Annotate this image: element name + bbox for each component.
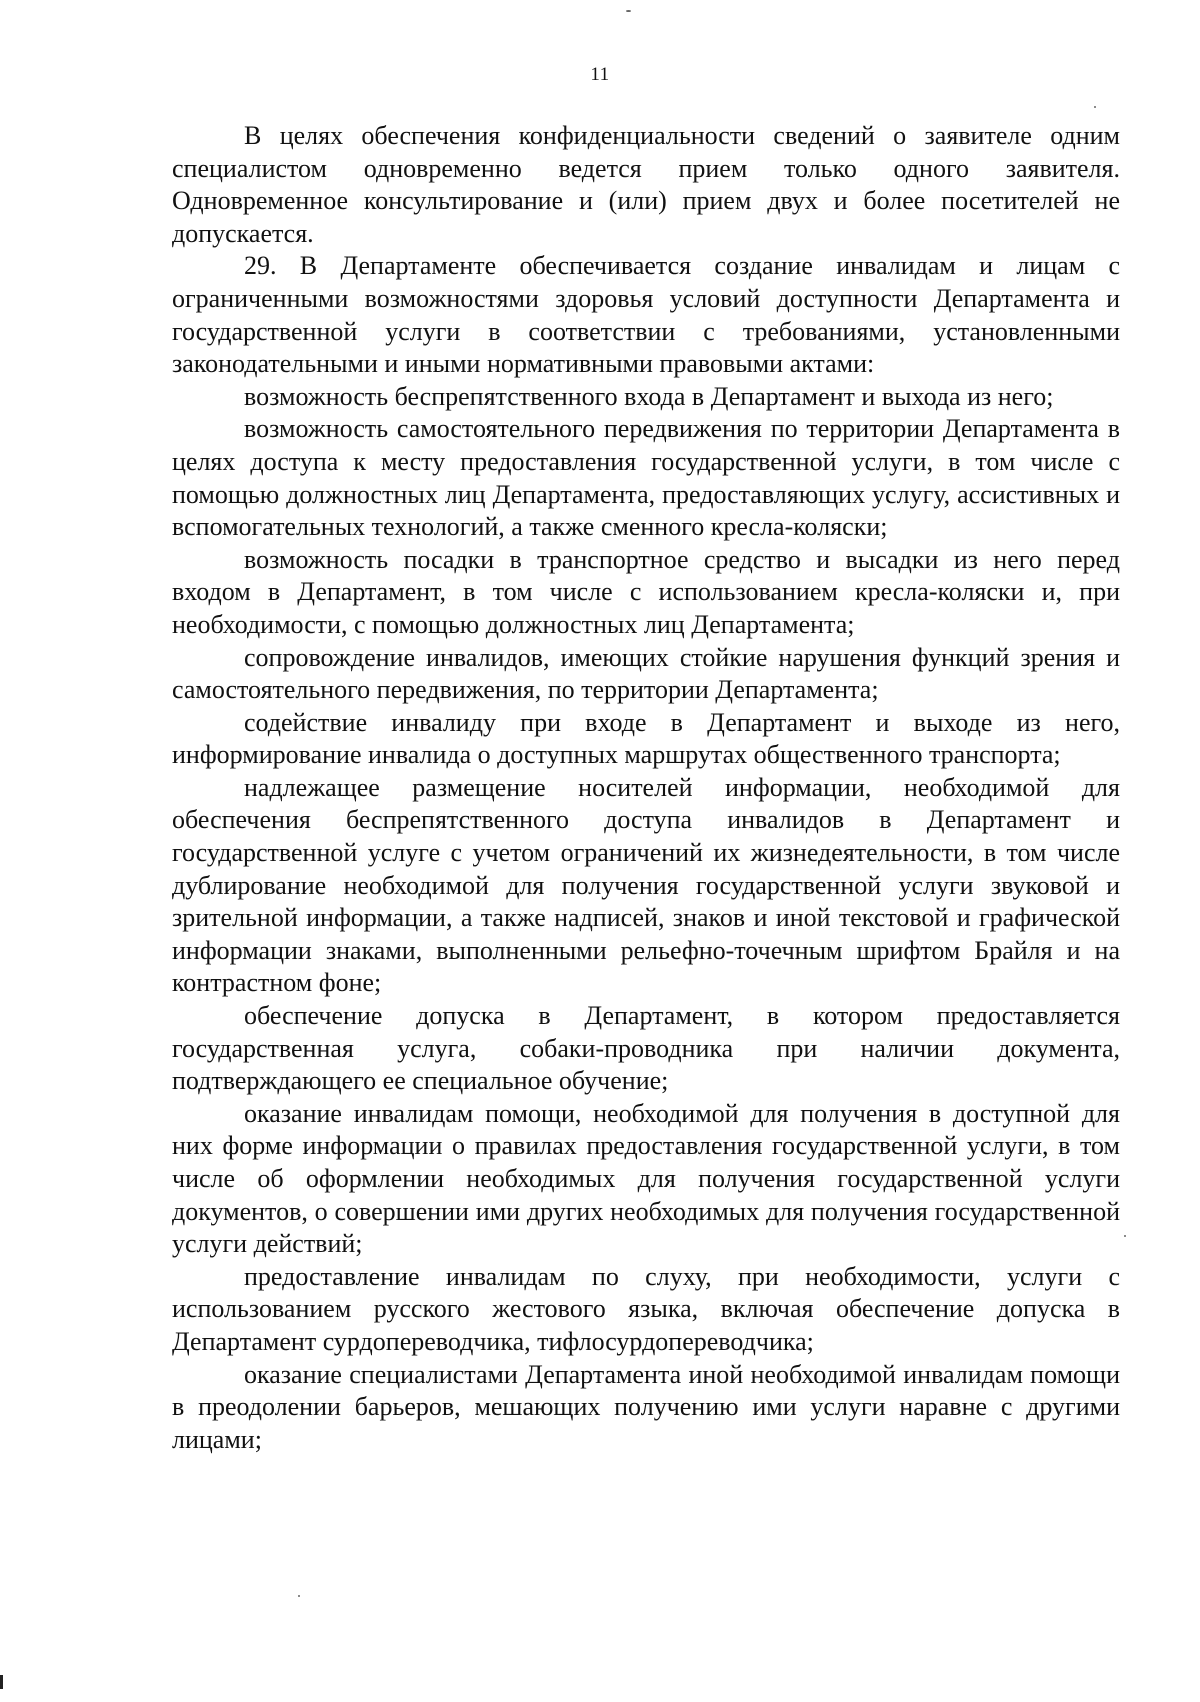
page-number: 11 xyxy=(590,64,610,85)
list-item-escort: сопровождение инвалидов, имеющих стойкие нарушения функций зрения и самостоятельного передвижения, по территории Департамента; xyxy=(172,642,1120,705)
list-item-transport-boarding: возможность посадки в транспортное средство и высадки из него перед входом в Департамент, в том числе с использованием кресла-коляски и, при необходимости, с помощью должностных лиц Департамента; xyxy=(172,544,1120,639)
paragraph-confidentiality: В целях обеспечения конфиденциальности сведений о заявителе одним специалистом одновременно ведется прием только одного заявителя. Одновременное консультирование и (или) прием двух и более посетителей не допускается. xyxy=(172,121,1120,248)
scan-speck xyxy=(298,1595,300,1597)
scan-speck xyxy=(1094,106,1096,108)
list-item-entry-exit: возможность беспрепятственного входа в Департамент и выхода из него; xyxy=(244,381,1054,411)
list-item-guide-dog: обеспечение допуска в Департамент, в котором предоставляется государственная услуга, собаки-проводника при наличии документа, подтверждающего ее специальное обучение; xyxy=(172,1001,1120,1096)
body-text xyxy=(172,120,1120,1456)
list-item-information-placement: надлежащее размещение носителей информации, необходимой для обеспечения беспрепятственного доступа инвалидов в Департамент и государственной услуге с учетом ограничений их жизнедеятельности, в том числе дублирование необходимой для получения государственной услуги звуковой и зрительной информации, а также надписей, знаков и иной текстовой и графической информации знаками, выполненными рельефно-точечным шрифтом Брайля и на контрастном фоне; xyxy=(172,772,1120,998)
list-item-movement: возможность самостоятельного передвижения по территории Департамента в целях доступа к месту предоставления государственной услуги, в том числе с помощью должностных лиц Департамента, предоставляющих услугу, ассистивных и вспомогательных технологий, а также сменного кресла-коляски; xyxy=(172,414,1120,542)
scan-speck xyxy=(1124,1235,1126,1237)
paragraph-29-intro: 29. В Департаменте обеспечивается создание инвалидам и лицам с ограниченными возможностями здоровья условий доступности Департамента и государственной услуги в соответствии с требованиями, установленными законодательными и иными нормативными правовыми актами: xyxy=(172,251,1120,379)
list-item-assistance-routes: содействие инвалиду при входе в Департамент и выходе из него, информирование инвалида о доступных маршрутах общественного транспорта; xyxy=(172,707,1120,770)
list-item-information-help: оказание инвалидам помощи, необходимой для получения в доступной для них форме информации о правилах предоставления государственной услуги, в том числе об оформлении необходимых для получения государственной услуги документов, о совершении ими других необходимых для получения государственной услуги действий; xyxy=(172,1098,1120,1259)
scan-speck xyxy=(626,10,631,12)
scan-edge-mark xyxy=(0,1675,3,1689)
list-item-sign-language: предоставление инвалидам по слуху, при необходимости, услуги с использованием русского жестового языка, включая обеспечение допуска в Департамент сурдопереводчика, тифлосурдопереводчика; xyxy=(172,1261,1120,1356)
list-item-other-help: оказание специалистами Департамента иной необходимой инвалидам помощи в преодолении барьеров, мешающих получению ими услуги наравне с другими лицами; xyxy=(172,1359,1120,1454)
